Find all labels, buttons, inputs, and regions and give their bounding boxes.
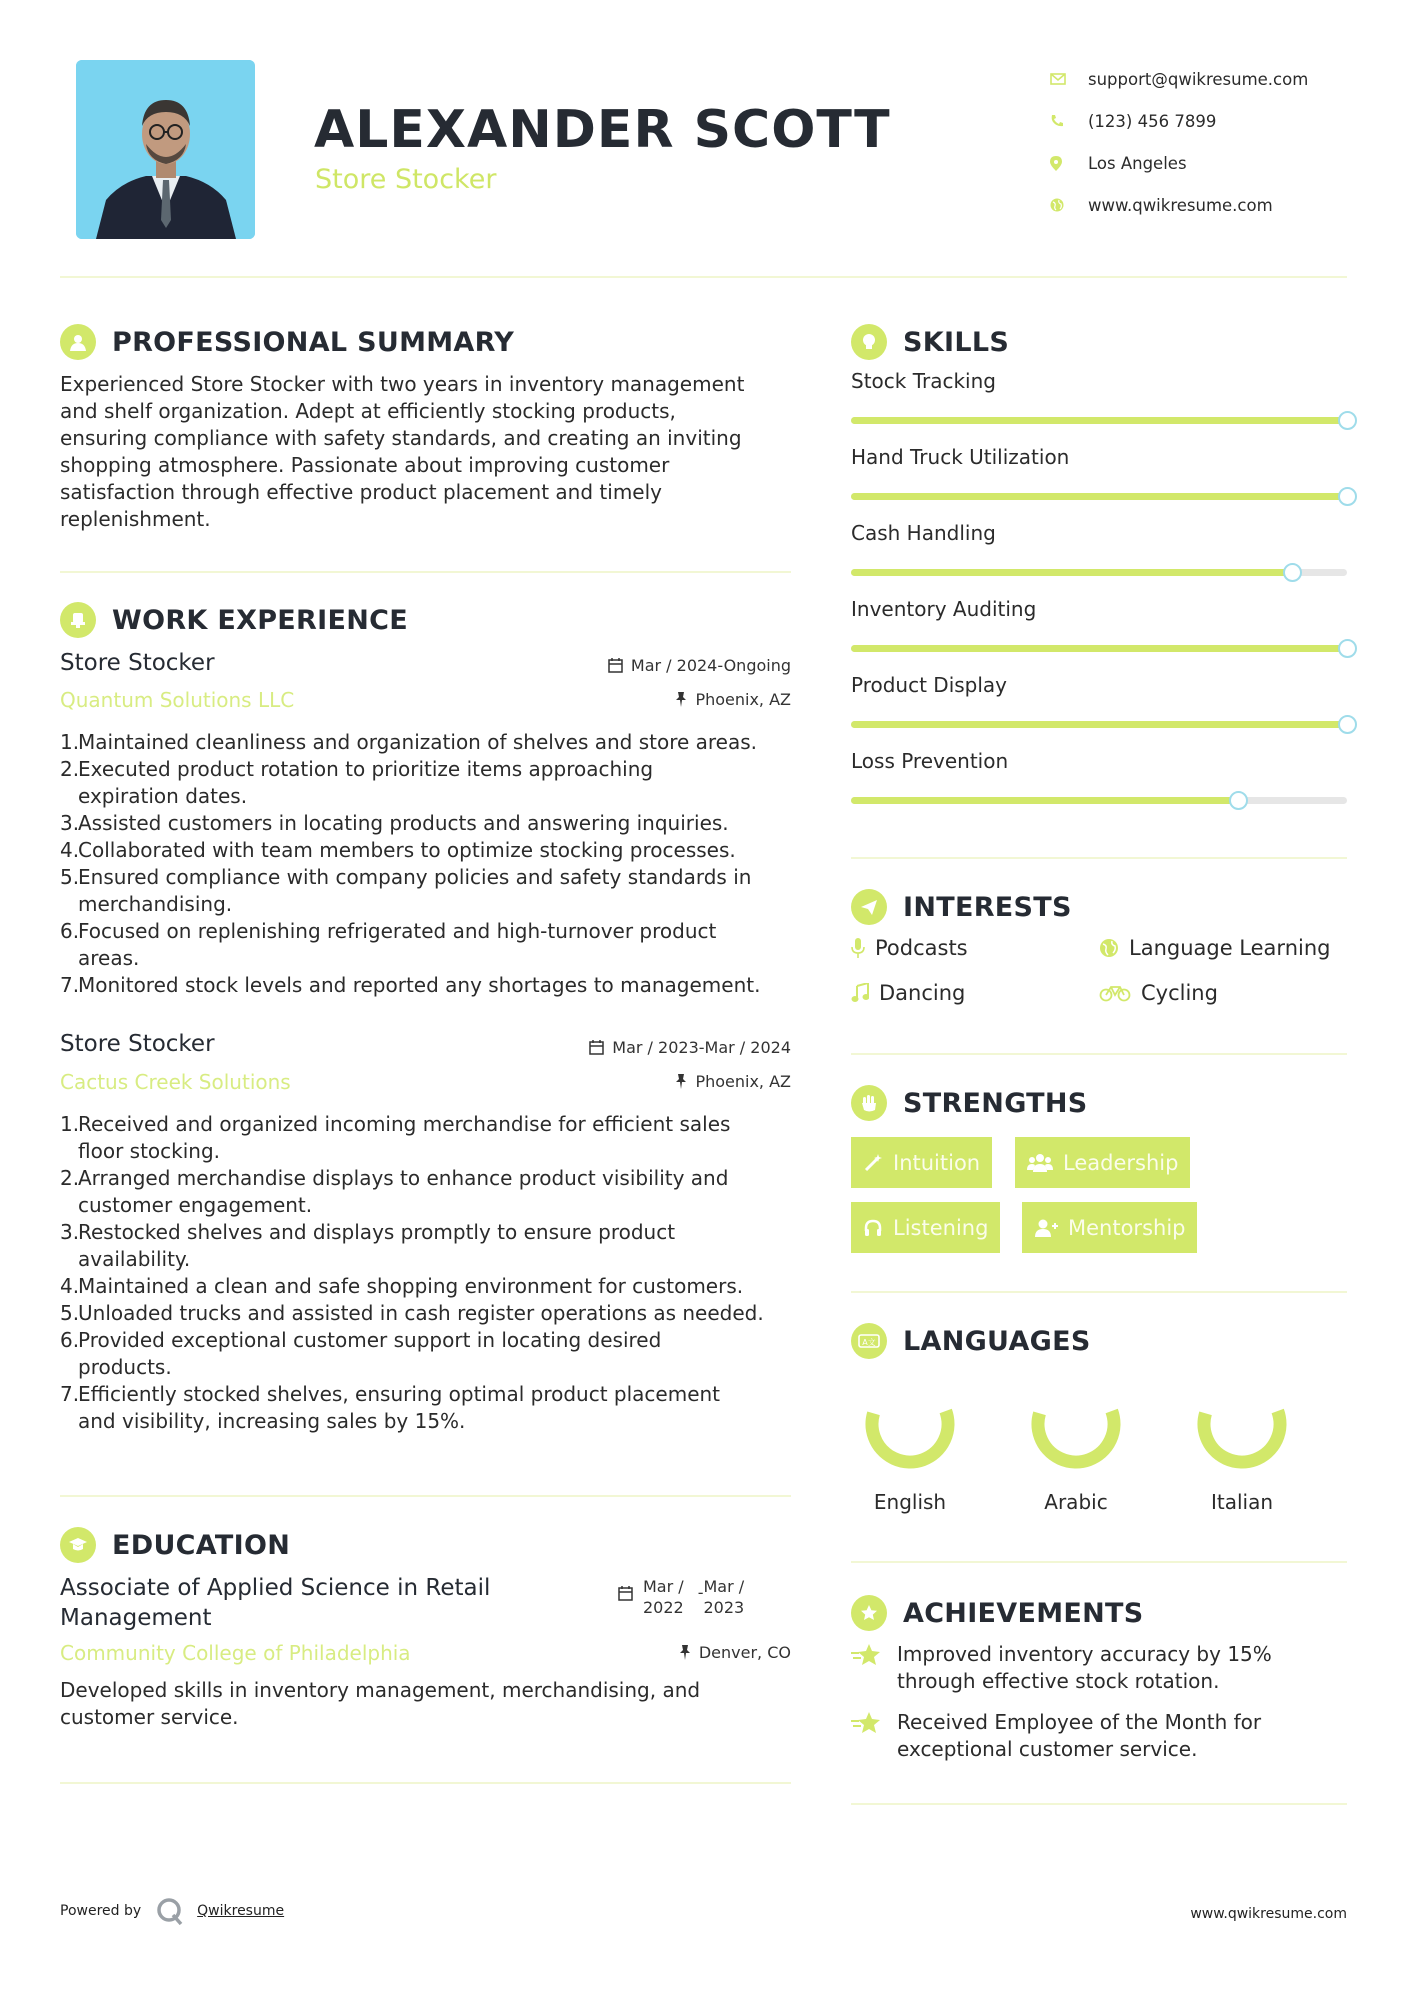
contact-list xyxy=(1050,58,1308,226)
skill-level-knob xyxy=(1283,563,1302,582)
bullet-text: areas. xyxy=(78,946,140,970)
summary-heading xyxy=(60,324,514,360)
header-divider xyxy=(60,276,1347,278)
interest-label: Podcasts xyxy=(875,936,968,960)
bullet-text: Restocked shelves and displays promptly to ensure product xyxy=(78,1220,676,1244)
skill-level-knob xyxy=(1338,639,1357,658)
skill-level-knob xyxy=(1338,487,1357,506)
strength-tag xyxy=(1015,1137,1190,1188)
bullet-number xyxy=(60,1138,78,1165)
language-name: Arabic xyxy=(1044,1490,1108,1514)
briefcase-icon xyxy=(60,602,96,638)
job-2-company: Cactus Creek Solutions xyxy=(60,1070,291,1094)
skill-bar-fill xyxy=(851,569,1292,576)
degree-line: Management xyxy=(60,1605,212,1631)
skill-level-knob xyxy=(1229,791,1248,810)
bullet-number: 1. xyxy=(60,730,80,754)
strength-label: Leadership xyxy=(1063,1150,1179,1175)
contact-location xyxy=(1050,142,1308,184)
bullet-text: products. xyxy=(78,1355,172,1379)
bullet-text: Executed product rotation to prioritize items approaching xyxy=(78,757,654,781)
skill-name: Stock Tracking xyxy=(851,369,996,393)
globe-icon xyxy=(1050,198,1088,212)
bullet-number: 1. xyxy=(60,1112,80,1136)
achievements-divider xyxy=(851,1803,1347,1805)
achievement-line: through effective stock rotation. xyxy=(897,1669,1220,1693)
qwikresume-logo-icon xyxy=(155,1896,185,1926)
phone-icon xyxy=(1050,114,1088,128)
bullet-line xyxy=(60,1300,800,1327)
bullet-text: expiration dates. xyxy=(78,784,248,808)
powered-by-label: Powered by xyxy=(60,1903,142,1919)
contact-website[interactable] xyxy=(1050,184,1308,226)
star-icon xyxy=(851,1643,883,1667)
education-start-month: Mar / xyxy=(643,1577,684,1596)
achievement-line: Improved inventory accuracy by 15% xyxy=(897,1642,1272,1666)
strength-label: Intuition xyxy=(893,1150,981,1175)
education-dates xyxy=(618,1576,744,1618)
bullet-number xyxy=(60,1246,78,1273)
achievement-line: exceptional customer service. xyxy=(897,1737,1198,1761)
education-title: EDUCATION xyxy=(112,1529,291,1561)
job-1-bullets xyxy=(60,729,800,999)
strength-label: Mentorship xyxy=(1068,1215,1186,1240)
skill-bar-fill xyxy=(851,645,1347,652)
job-2-date xyxy=(520,1038,791,1057)
language-level-ring xyxy=(1196,1378,1288,1470)
bullet-text: customer engagement. xyxy=(78,1193,313,1217)
skill-level-knob xyxy=(1338,411,1357,430)
skill-bar-fill xyxy=(851,493,1347,500)
bicycle-icon xyxy=(1099,984,1131,1002)
skill-name: Product Display xyxy=(851,673,1008,697)
language-icon xyxy=(851,1323,887,1359)
achievement-item xyxy=(851,1641,1347,1695)
interest-label: Language Learning xyxy=(1129,936,1331,960)
education-dash: - xyxy=(697,1583,704,1602)
globe-icon xyxy=(1099,938,1119,958)
bullet-number: 6. xyxy=(60,1328,80,1352)
education-end-month: Mar / xyxy=(703,1577,745,1596)
award-icon xyxy=(851,1595,887,1631)
bullet-text: Assisted customers in locating products and answering inquiries. xyxy=(78,811,729,835)
footer-powered-by xyxy=(60,1896,284,1926)
education-heading xyxy=(60,1527,290,1563)
bullet-line xyxy=(60,945,800,972)
education-start xyxy=(643,1576,684,1618)
skill-bar-fill xyxy=(851,797,1238,804)
strength-label: Listening xyxy=(893,1215,989,1240)
bullet-line xyxy=(60,837,800,864)
education-start-year: 2022 xyxy=(643,1598,684,1617)
bullet-line xyxy=(60,972,800,999)
education-location xyxy=(520,1643,791,1662)
bullet-line xyxy=(60,1192,800,1219)
degree-title xyxy=(60,1573,490,1633)
skill-bar xyxy=(851,493,1347,500)
calendar-icon xyxy=(589,1040,604,1055)
interest-item xyxy=(851,936,968,960)
bullet-number xyxy=(60,891,78,918)
languages-divider xyxy=(851,1561,1347,1563)
microphone-icon xyxy=(851,938,865,958)
strength-tag xyxy=(851,1137,992,1188)
bullet-number: 3. xyxy=(60,811,80,835)
strengths-title: STRENGTHS xyxy=(903,1087,1088,1119)
envelope-icon xyxy=(1050,73,1088,85)
skill-bar xyxy=(851,417,1347,424)
skills-heading xyxy=(851,324,1009,360)
skill-bar xyxy=(851,797,1347,804)
bullet-line xyxy=(60,1111,800,1138)
qwikresume-link[interactable]: Qwikresume xyxy=(197,1903,285,1919)
summary-line: and shelf organization. Adept at efficiently stocking products, xyxy=(60,399,676,423)
bullet-text: Provided exceptional customer support in locating desired xyxy=(78,1328,662,1352)
skills-title: SKILLS xyxy=(903,326,1010,358)
pushpin-icon xyxy=(675,692,687,707)
pushpin-icon xyxy=(679,1645,691,1660)
summary-line: satisfaction through effective product placement and timely xyxy=(60,480,662,504)
bullet-line xyxy=(60,810,800,837)
strength-tag xyxy=(1022,1202,1197,1253)
hand-icon xyxy=(851,1085,887,1121)
bullet-text: Maintained cleanliness and organization of shelves and store areas. xyxy=(78,730,758,754)
calendar-icon xyxy=(608,658,623,673)
star-icon xyxy=(851,1711,883,1735)
summary-line: shopping atmosphere. Passionate about improving customer xyxy=(60,453,670,477)
contact-location-text: Los Angeles xyxy=(1088,153,1187,173)
interest-label: Dancing xyxy=(879,981,966,1005)
bullet-text: availability. xyxy=(78,1247,191,1271)
pushpin-icon xyxy=(675,1074,687,1089)
headphones-icon xyxy=(863,1218,883,1238)
work-heading xyxy=(60,602,408,638)
job-1-company: Quantum Solutions LLC xyxy=(60,688,295,712)
bullet-number: 7. xyxy=(60,973,80,997)
language-level-ring xyxy=(864,1378,956,1470)
bullet-text: Arranged merchandise displays to enhance product visibility and xyxy=(78,1166,729,1190)
education-divider xyxy=(60,1782,791,1784)
footer-website[interactable]: www.qwikresume.com xyxy=(1190,1906,1347,1922)
achievement-item xyxy=(851,1709,1347,1763)
job-2-title: Store Stocker xyxy=(60,1031,215,1057)
achievements-heading xyxy=(851,1595,1144,1631)
skill-name: Cash Handling xyxy=(851,521,996,545)
job-1-location xyxy=(520,690,791,709)
skill-name: Loss Prevention xyxy=(851,749,1009,773)
skill-bar xyxy=(851,645,1347,652)
contact-website-text: www.qwikresume.com xyxy=(1088,195,1273,215)
education-location-text: Denver, CO xyxy=(698,1643,791,1662)
summary-line: ensuring compliance with safety standards, and creating an inviting xyxy=(60,426,742,450)
contact-phone-text: (123) 456 7899 xyxy=(1088,111,1217,131)
skill-name: Inventory Auditing xyxy=(851,597,1037,621)
bullet-text: merchandising. xyxy=(78,892,233,916)
school-name: Community College of Philadelphia xyxy=(60,1641,411,1665)
work-divider xyxy=(60,1495,791,1497)
skill-bar-fill xyxy=(851,417,1347,424)
job-1-title: Store Stocker xyxy=(60,650,215,676)
skill-level-knob xyxy=(1338,715,1357,734)
education-desc-line: customer service. xyxy=(60,1705,239,1729)
strengths-heading xyxy=(851,1085,1088,1121)
candidate-title: Store Stocker xyxy=(315,164,497,195)
bullet-text: Ensured compliance with company policies and safety standards in xyxy=(78,865,752,889)
bullet-number: 2. xyxy=(60,1166,80,1190)
interest-item xyxy=(1099,936,1330,960)
summary-divider xyxy=(60,571,791,573)
music-note-icon xyxy=(851,983,869,1003)
job-1-location-text: Phoenix, AZ xyxy=(695,690,791,709)
svg-text:A文: A文 xyxy=(862,1338,876,1347)
bullet-number: 4. xyxy=(60,1274,80,1298)
bullet-number: 4. xyxy=(60,838,80,862)
graduation-icon xyxy=(60,1527,96,1563)
achievements-title: ACHIEVEMENTS xyxy=(903,1597,1144,1629)
bullet-line xyxy=(60,1246,800,1273)
interests-divider xyxy=(851,1053,1347,1055)
bullet-line xyxy=(60,1219,800,1246)
summary-line: Experienced Store Stocker with two years in inventory management xyxy=(60,372,745,396)
languages-heading xyxy=(851,1323,1091,1359)
bullet-line xyxy=(60,1408,800,1435)
language-name: English xyxy=(873,1490,947,1514)
bullet-line xyxy=(60,891,800,918)
group-icon xyxy=(1027,1153,1053,1173)
contact-email-text: support@qwikresume.com xyxy=(1088,69,1309,89)
bullet-line xyxy=(60,1354,800,1381)
bullet-text: Efficiently stocked shelves, ensuring optimal product placement xyxy=(78,1382,721,1406)
magic-wand-icon xyxy=(863,1153,883,1173)
bullet-number: 5. xyxy=(60,1301,80,1325)
bullet-line xyxy=(60,1138,800,1165)
education-desc-line: Developed skills in inventory management, merchandising, and xyxy=(60,1678,701,1702)
profile-photo xyxy=(76,60,255,239)
education-end-year: 2023 xyxy=(703,1598,745,1617)
bullet-line xyxy=(60,756,800,783)
map-pin-icon xyxy=(1050,156,1088,171)
lightbulb-icon xyxy=(851,324,887,360)
interests-title: INTERESTS xyxy=(903,891,1072,923)
bullet-number xyxy=(60,783,78,810)
bullet-number: 5. xyxy=(60,865,80,889)
bullet-number xyxy=(60,1192,78,1219)
education-description xyxy=(60,1677,800,1731)
skill-bar-fill xyxy=(851,721,1347,728)
candidate-name: ALEXANDER SCOTT xyxy=(314,100,891,160)
interest-item xyxy=(1099,981,1218,1005)
strength-tag xyxy=(851,1202,1000,1253)
summary-title: PROFESSIONAL SUMMARY xyxy=(112,326,515,358)
interest-item xyxy=(851,981,965,1005)
bullet-number xyxy=(60,1408,78,1435)
job-2-location xyxy=(520,1072,791,1091)
summary-line: replenishment. xyxy=(60,507,211,531)
education-end xyxy=(704,1576,745,1618)
bullet-line xyxy=(60,1273,800,1300)
job-2-date-text: Mar / 2023-Mar / 2024 xyxy=(612,1038,791,1057)
bullet-text: and visibility, increasing sales by 15%. xyxy=(78,1409,466,1433)
contact-email[interactable] xyxy=(1050,58,1308,100)
bullet-number: 3. xyxy=(60,1220,80,1244)
bullet-line xyxy=(60,783,800,810)
skills-divider xyxy=(851,857,1347,859)
job-2-bullets xyxy=(60,1111,800,1435)
bullet-text: Maintained a clean and safe shopping environment for customers. xyxy=(78,1274,744,1298)
interests-heading xyxy=(851,889,1072,925)
skill-bar xyxy=(851,721,1347,728)
skill-name: Hand Truck Utilization xyxy=(851,445,1070,469)
contact-phone[interactable] xyxy=(1050,100,1308,142)
bullet-number xyxy=(60,945,78,972)
bullet-number: 7. xyxy=(60,1382,80,1406)
user-icon xyxy=(60,324,96,360)
add-user-icon xyxy=(1034,1218,1058,1238)
bullet-line xyxy=(60,864,800,891)
bullet-text: Unloaded trucks and assisted in cash register operations as needed. xyxy=(78,1301,764,1325)
bullet-line xyxy=(60,918,800,945)
bullet-number: 2. xyxy=(60,757,80,781)
bullet-line xyxy=(60,1381,800,1408)
bullet-text: Collaborated with team members to optimize stocking processes. xyxy=(78,838,736,862)
bullet-text: floor stocking. xyxy=(78,1139,221,1163)
languages-title: LANGUAGES xyxy=(903,1325,1091,1357)
bullet-line xyxy=(60,1165,800,1192)
language-name: Italian xyxy=(1210,1490,1274,1514)
degree-line: Associate of Applied Science in Retail xyxy=(60,1575,491,1601)
bullet-number: 6. xyxy=(60,919,80,943)
achievement-line: Received Employee of the Month for xyxy=(897,1710,1262,1734)
work-title: WORK EXPERIENCE xyxy=(112,604,408,636)
bullet-text: Received and organized incoming merchandise for efficient sales xyxy=(78,1112,731,1136)
bullet-text: Focused on replenishing refrigerated and high-turnover product xyxy=(78,919,717,943)
job-1-date-text: Mar / 2024-Ongoing xyxy=(630,656,791,675)
job-2-location-text: Phoenix, AZ xyxy=(695,1072,791,1091)
paper-plane-icon xyxy=(851,889,887,925)
interest-label: Cycling xyxy=(1141,981,1218,1005)
bullet-line xyxy=(60,1327,800,1354)
calendar-icon xyxy=(618,1586,633,1601)
skill-bar xyxy=(851,569,1347,576)
strengths-divider xyxy=(851,1291,1347,1293)
bullet-number xyxy=(60,1354,78,1381)
bullet-line xyxy=(60,729,800,756)
summary-text xyxy=(60,371,800,533)
job-1-date xyxy=(520,656,791,675)
language-level-ring xyxy=(1030,1378,1122,1470)
bullet-text: Monitored stock levels and reported any shortages to management. xyxy=(78,973,761,997)
